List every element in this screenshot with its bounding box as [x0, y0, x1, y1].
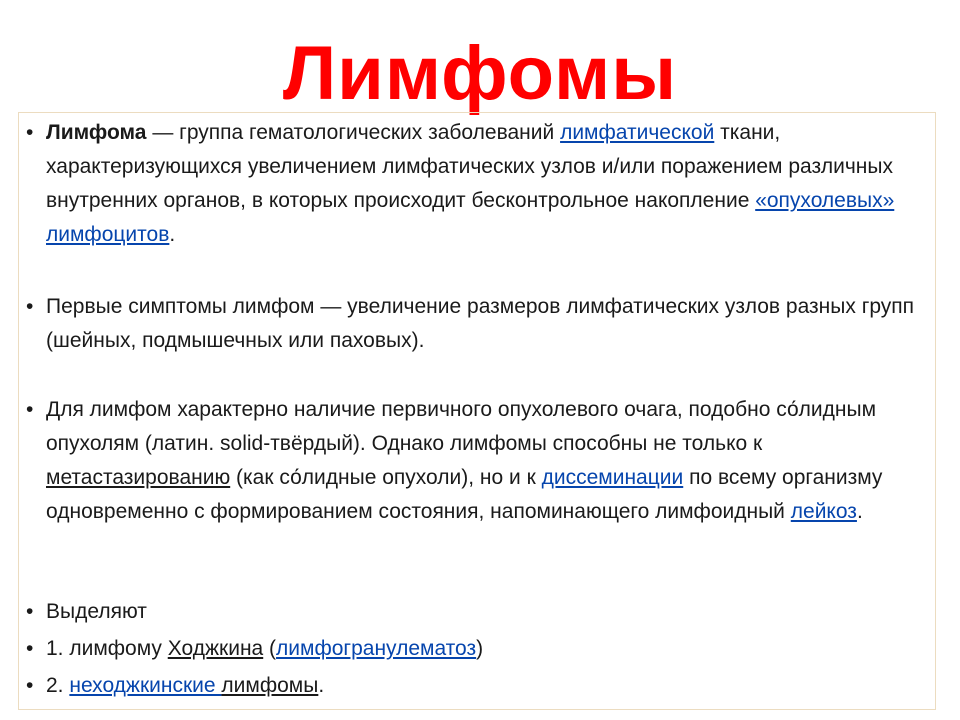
text-segment: 2. [46, 674, 70, 697]
bullet-classification [46, 595, 926, 629]
bullet-non-hodgkin [46, 669, 926, 703]
link-leukemia[interactable]: лейкоз [790, 500, 857, 523]
text-segment: Для лимфом характерно наличие первичного опухолевого очага, подобно со́лидным опухолям (латин. solid-твёрдый). Однако лимфомы способны не только к [46, 398, 877, 455]
link-dissemination[interactable]: диссеминации [541, 466, 684, 489]
bullet-definition [46, 116, 926, 252]
text-segment: ( [263, 637, 277, 660]
bullet-symptoms [46, 290, 926, 358]
text-segment: — группа гематологических заболеваний [146, 121, 561, 144]
bullet-hodgkin [46, 632, 926, 666]
link-non-hodgkin[interactable]: неходжкинские [69, 674, 222, 697]
text-segment: ) [476, 637, 484, 660]
text-hodgkin: Ходжкина [167, 637, 264, 660]
text-segment: . [318, 674, 325, 697]
text-metastasis: метастазированию [46, 466, 231, 489]
text-segment: . [856, 500, 863, 523]
link-tumor[interactable]: «опухолевых» [755, 189, 895, 212]
link-lymphocytes[interactable]: лимфоцитов [46, 223, 170, 246]
link-lymphatic[interactable]: лимфатической [560, 121, 715, 144]
slide-title: Лимфомы [282, 31, 678, 116]
text-segment: Первые симптомы лимфом — увеличение размеров лимфатических узлов разных групп (шейных, подмышечных или паховых). [46, 295, 915, 352]
text-segment: Выделяют [46, 600, 147, 623]
text-segment: (как со́лидные опухоли), но и к [230, 466, 542, 489]
term-lymphoma: Лимфома [46, 121, 147, 144]
text-lymphomas: лимфомы [221, 674, 319, 697]
link-lymphogranulomatosis[interactable]: лимфогранулематоз [276, 637, 477, 660]
bullet-characteristics [46, 393, 926, 529]
text-segment: ткани, характеризующихся увеличением лимфатических узлов и/или поражением различных внутренних органов, в которых происходит бесконтрольное накопление [46, 121, 893, 212]
text-segment: по всему организму одновременно с формированием состояния, напоминающего лимфоидный [46, 466, 883, 523]
text-segment: 1. лимфому [46, 637, 168, 660]
text-segment: . [169, 223, 176, 246]
